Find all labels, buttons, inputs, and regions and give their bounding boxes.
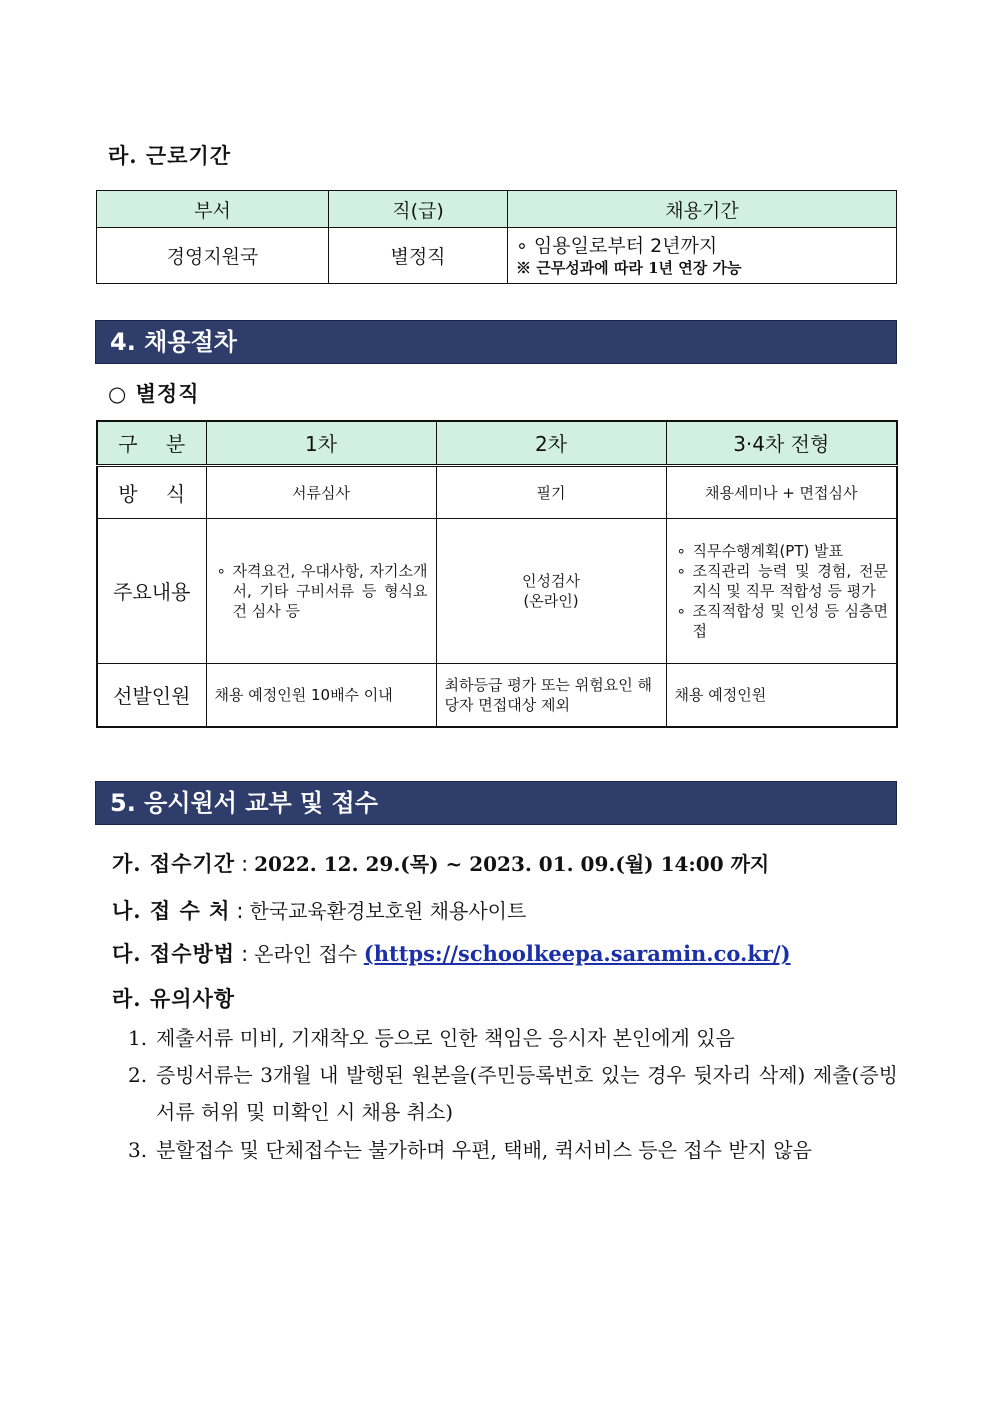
table-header-period: 채용기간 xyxy=(508,191,897,228)
section-heading-work-period: 라. 근로기간 xyxy=(108,143,232,168)
info-place xyxy=(112,895,526,925)
cell-selection-2: 최하등급 평가 또는 위험요인 해당자 면접대상 제외 xyxy=(436,663,666,727)
cell-method-2: 필기 xyxy=(436,465,666,518)
note-item xyxy=(128,1057,898,1131)
content-3-item: ∘ 조직관리 능력 및 경험, 전문지식 및 직무 적합성 등 평가 xyxy=(675,561,889,601)
table-header-grade: 직(급) xyxy=(329,191,508,228)
cell-period xyxy=(508,228,897,284)
cell-content-2 xyxy=(436,518,666,663)
application-site-link[interactable]: (https://schoolkeepa.saramin.co.kr/) xyxy=(363,941,791,966)
cell-content-3 xyxy=(666,518,897,663)
cell-selection-1: 채용 예정인원 10배수 이내 xyxy=(206,663,436,727)
note-number: 1. xyxy=(128,1026,148,1050)
row-label-method: 방 식 xyxy=(97,465,206,518)
content-2-line2: (온라인) xyxy=(523,591,579,610)
info-period-value: 2022. 12. 29.(목) ~ 2023. 01. 09.(월) 14:00 까지 xyxy=(254,852,770,876)
info-method xyxy=(112,938,791,968)
cell-method-1: 서류심사 xyxy=(206,465,436,518)
subheading-special-position: ○ 별정직 xyxy=(108,381,200,406)
notes-heading xyxy=(112,983,235,1013)
table-header-stage1: 1차 xyxy=(206,421,436,465)
section-banner-5: 5. 응시원서 교부 및 접수 xyxy=(95,781,897,825)
cell-selection-3: 채용 예정인원 xyxy=(666,663,897,727)
row-label-selection: 선발인원 xyxy=(97,663,206,727)
cell-dept: 경영지원국 xyxy=(97,228,329,284)
procedure-table xyxy=(96,420,898,728)
content-3-item: ∘ 조직적합성 및 인성 등 심층면접 xyxy=(675,601,889,641)
notes-heading-text: 라. 유의사항 xyxy=(112,986,236,1011)
info-place-colon: : xyxy=(236,899,244,923)
table-header-stage2: 2차 xyxy=(436,421,666,465)
info-period-colon: : xyxy=(241,852,249,876)
cell-content-1 xyxy=(206,518,436,663)
content-1-item: ∘ 자격요건, 우대사항, 자기소개서, 기타 구비서류 등 형식요건 심사 등 xyxy=(215,561,428,621)
content-3-item: ∘ 직무수행계획(PT) 발표 xyxy=(675,541,889,561)
note-item xyxy=(128,1020,898,1057)
period-note-text: ※ 근무성과에 따라 1년 연장 가능 xyxy=(516,258,742,277)
info-period xyxy=(112,848,769,878)
info-period-key: 가. 접수기간 xyxy=(112,851,236,876)
work-period-table xyxy=(96,190,897,284)
info-method-colon: : xyxy=(241,942,249,966)
cell-grade: 별정직 xyxy=(329,228,508,284)
table-header-dept: 부서 xyxy=(97,191,329,228)
period-main-text: ∘ 임용일로부터 2년까지 xyxy=(516,234,718,257)
note-text: 분할접수 및 단체접수는 불가하며 우편, 택배, 퀵서비스 등은 접수 받지 않음 xyxy=(156,1138,812,1162)
note-text: 증빙서류는 3개월 내 발행된 원본을(주민등록번호 있는 경우 뒷자리 삭제) 제출(증빙서류 허위 및 미확인 시 채용 취소) xyxy=(156,1063,898,1124)
note-text: 제출서류 미비, 기재착오 등으로 인한 책임은 응시자 본인에게 있음 xyxy=(156,1026,735,1050)
note-item xyxy=(128,1132,898,1169)
table-header-stage34: 3·4차 전형 xyxy=(666,421,897,465)
row-label-content: 주요내용 xyxy=(97,518,206,663)
note-number: 2. xyxy=(128,1063,148,1087)
info-method-value: 온라인 접수 xyxy=(254,942,358,966)
info-place-value: 한국교육환경보호원 채용사이트 xyxy=(249,899,527,923)
info-place-key: 나. 접 수 처 xyxy=(112,898,231,923)
table-header-category: 구 분 xyxy=(97,421,206,465)
note-number: 3. xyxy=(128,1138,148,1162)
info-method-key: 다. 접수방법 xyxy=(112,941,236,966)
content-2-line1: 인성검사 xyxy=(522,571,580,590)
section-banner-4: 4. 채용절차 xyxy=(95,320,897,364)
cell-method-3: 채용세미나 + 면접심사 xyxy=(666,465,897,518)
